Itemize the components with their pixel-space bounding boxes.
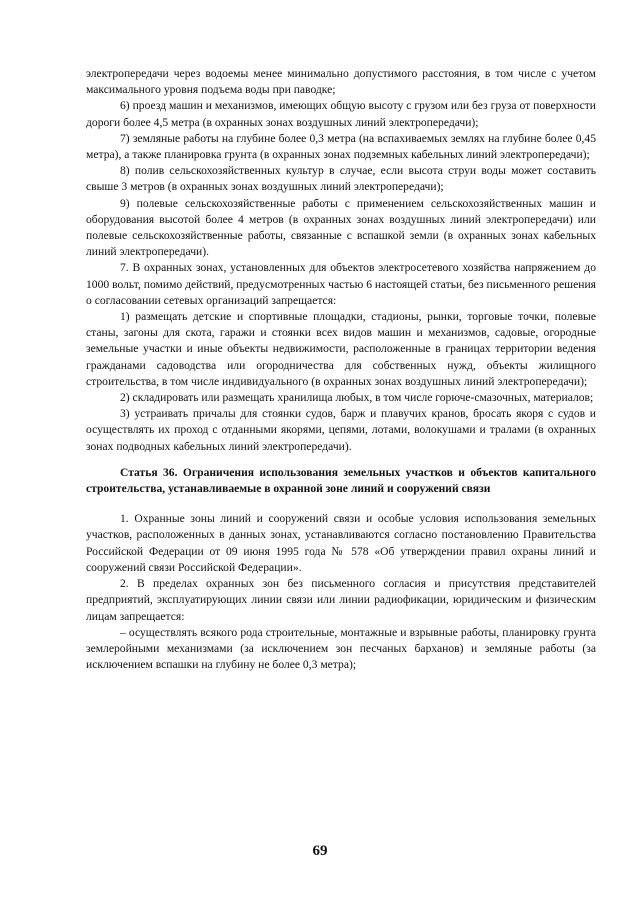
paragraph: 3) устраивать причалы для стоянки судов, барж и плавучих кранов, бросать якоря с судов и осуществлять их проход с отданными якорями, цепями, лотами, волокушами и тралами (в охранных зонах подводных кабельных линий электропередачи). <box>86 407 596 453</box>
paragraph: 2. В пределах охранных зон без письменного согласия и присутствия представителей предприятий, эксплуатирующих линии связи или линии радиофикации, юридическим и физическим лицам запрещается: <box>86 577 596 623</box>
paragraph: 7) земляные работы на глубине более 0,3 метра (на вспахиваемых землях на глубине более 0,45 метра), а также планировка грунта (в охранных зонах подземных кабельных линий электропередачи); <box>86 131 596 162</box>
paragraph: 8) полив сельскохозяйственных культур в случае, если высота струи воды может составить свыше 3 метров (в охранных зонах воздушных линий электропередачи); <box>86 164 596 194</box>
paragraph: 6) проезд машин и механизмов, имеющих общую высоту с грузом или без груза от поверхности дороги более 4,5 метра (в охранных зонах воздушных линий электропередачи); <box>86 99 596 129</box>
paragraph-group-bottom <box>86 511 596 673</box>
document-page <box>86 66 596 673</box>
page-number: 69 <box>312 843 328 859</box>
article-heading: Статья 36. Ограничения использования земельных участков и объектов капитального строительства, устанавливаемые в охранной зоне линий и сооружений связи <box>86 465 596 496</box>
paragraph: электропередачи через водоемы менее минимально допустимого расстояния, в том числе с учетом максимального уровня подъема воды при паводке; <box>86 67 596 97</box>
paragraph: 7. В охранных зонах, установленных для объектов электросетевого хозяйства напряжением до 1000 вольт, помимо действий, предусмотренных частью 6 настоящей статьи, без письменного решения о согласовании сетевых организаций запрещается: <box>86 261 596 307</box>
paragraph: – осуществлять всякого рода строительные, монтажные и взрывные работы, планировку грунта землеройными механизмами (за исключением зон песчаных барханов) и земляные работы (за исключением вспашки на глубину не более 0,3 метра); <box>86 625 596 672</box>
paragraph: 1) размещать детские и спортивные площадки, стадионы, рынки, торговые точки, полевые станы, загоны для скота, гаражи и стоянки всех видов машин и механизмов, садовые, огородные земельные участки и иные объекты недвижимости, расположенные в границах территории ведения гражданами садоводства или огородничества для собственных нужд, объекты жилищного строительства, в том числе индивидуального (в охранных зонах воздушных линий электропередачи); <box>86 310 596 388</box>
paragraph-group-top <box>86 66 596 455</box>
paragraph: 2) складировать или размещать хранилища любых, в том числе горюче-смазочных, материалов; <box>120 391 594 405</box>
paragraph: 9) полевые сельскохозяйственные работы с применением сельскохозяйственных машин и оборудования высотой более 4 метров (в охранных зонах воздушных линий электропередачи) или полевые сельскохозяйственные работы, связанные с вспашкой земли (в охранных зонах кабельных линий электропередачи). <box>86 196 596 259</box>
paragraph: 1. Охранные зоны линий и сооружений связи и особые условия использования земельных участков, расположенных в данных зонах, устанавливаются согласно постановлению Правительства Российской Федерации от 09 июня 1995 года № 578 «Об утверждении правил охраны линий и сооружений связи Российской Федерации». <box>86 512 596 574</box>
